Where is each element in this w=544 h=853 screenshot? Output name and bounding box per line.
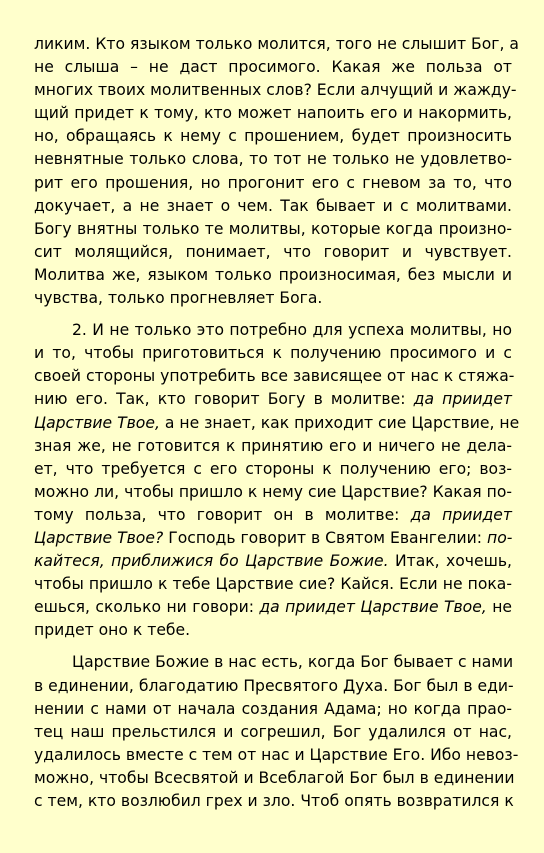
- text-line: [34, 33, 519, 56]
- text-run: Молитва же, языком только произносимая, без мысли и: [34, 265, 512, 284]
- text-line: [34, 573, 512, 596]
- text-line: [34, 550, 512, 573]
- paragraph: [34, 33, 519, 310]
- text-run: своей стороны употребить все зависящее от нас к стяжа-: [34, 367, 515, 386]
- paragraph: [34, 651, 519, 813]
- text-run: в единении, благодатию Пресвятого Духа. Бог был в еди-: [34, 676, 514, 695]
- text-line: [34, 287, 512, 310]
- text-line: [34, 527, 512, 550]
- text-line: [34, 435, 512, 458]
- text-run: удалилось вместе с тем от нас и Царствие Его. Ибо невоз-: [34, 745, 519, 764]
- text-run: ликим. Кто языком только молится, того не слышит Бог, а: [34, 35, 519, 53]
- text-line: [34, 365, 515, 388]
- text-line: [34, 319, 512, 342]
- text-line: [34, 148, 512, 171]
- italic-quote: по-: [487, 528, 513, 547]
- text-line: [34, 102, 512, 125]
- text-run: щий придет к тому, кто может напоить его и накормить,: [34, 104, 512, 123]
- text-line: [34, 721, 512, 744]
- text-line: [34, 698, 512, 721]
- text-run: Царствие Божие в нас есть, когда Бог бывает с нами: [72, 653, 514, 672]
- text-line: [34, 744, 519, 767]
- italic-quote: кайтеся, приближися бо Царствие Божие.: [34, 552, 389, 571]
- text-line: [34, 619, 512, 642]
- text-line: [34, 79, 517, 102]
- text-line: [34, 56, 512, 79]
- italic-quote: Царствие Твое,: [34, 413, 160, 432]
- text-run: с тем, кто возлюбил грех и зло. Чтоб опять возвратился к: [34, 792, 514, 810]
- text-run: придет оно к тебе.: [34, 621, 191, 640]
- text-line: [34, 481, 512, 504]
- italic-quote: да приидет: [410, 505, 512, 524]
- text-run: докучает, а не знает о чем. Так бывает и с молитвами.: [34, 196, 512, 215]
- text-line: [34, 195, 512, 218]
- text-line: [34, 388, 512, 411]
- text-run: можно, чтобы Всесвятой и Всеблагой Бог был в единении: [34, 768, 515, 787]
- text-line: [34, 458, 512, 481]
- text-line: [34, 790, 512, 813]
- text-run: не слыша – не даст просимого. Какая же польза от: [34, 58, 512, 77]
- text-run: тому польза, что говорит он в молитве:: [34, 505, 411, 524]
- text-line: [34, 125, 512, 148]
- text-run: сит молящийся, понимает, что говорит и чувствует.: [34, 242, 512, 261]
- paragraph: [34, 319, 520, 642]
- text-run: чувства, только прогневляет Бога.: [34, 289, 323, 308]
- text-run: Богу внятны только те молитвы, которые когда произно-: [34, 219, 512, 238]
- text-run: рит его прошения, но прогонит его с гневом за то, что: [34, 173, 512, 192]
- text-line: [34, 172, 512, 195]
- text-line: [34, 504, 512, 527]
- text-line: [34, 241, 512, 264]
- text-line: [34, 218, 512, 241]
- book-page-text: [34, 33, 520, 813]
- text-line: [34, 767, 515, 790]
- italic-quote: да приидет: [413, 390, 512, 409]
- text-run: и то, чтобы приготовиться к получению просимого и с: [34, 344, 512, 363]
- text-line: [34, 596, 512, 619]
- text-line: [34, 412, 520, 435]
- text-line: [34, 651, 512, 674]
- text-line: [34, 342, 512, 365]
- text-line: [34, 675, 512, 698]
- text-run: зная же, не готовится к принятию его и ничего не дела-: [34, 436, 512, 455]
- italic-quote: Царствие Твое?: [34, 528, 164, 547]
- text-run: но, обращаясь к нему с прошением, будет произносить: [34, 127, 512, 146]
- text-run: Итак, хочешь,: [388, 552, 512, 571]
- text-run: нию его. Так, кто говорит Богу в молитве:: [34, 390, 414, 409]
- text-run: тец наш прельстился и согрешил, Бог удалился от нас,: [34, 722, 512, 741]
- text-run: невнятные только слова, то тот не только не удовлетво-: [34, 150, 512, 169]
- text-line: [34, 264, 512, 287]
- text-run: ет, что требуется с его стороны к получению его; воз-: [34, 459, 512, 478]
- text-run: многих твоих молитвенных слов? Если алчущий и жажду-: [34, 81, 517, 100]
- italic-quote: да приидет Царствие Твое,: [259, 598, 487, 617]
- text-run: можно ли, чтобы пришло к нему сие Царствие? Какая по-: [34, 482, 512, 501]
- text-run: Господь говорит в Святом Евангелии:: [163, 528, 487, 547]
- text-run: не: [486, 598, 512, 617]
- text-run: чтобы пришло к тебе Царствие сие? Кайся. Если не пока-: [34, 575, 512, 594]
- text-run: ешься, сколько ни говори:: [34, 598, 260, 617]
- text-run: а не знает, как приходит сие Царствие, не: [159, 413, 520, 432]
- text-run: нении с нами от начала создания Адама; но когда прао-: [34, 699, 512, 718]
- text-run: 2. И не только это потребно для успеха молитвы, но: [72, 321, 512, 340]
